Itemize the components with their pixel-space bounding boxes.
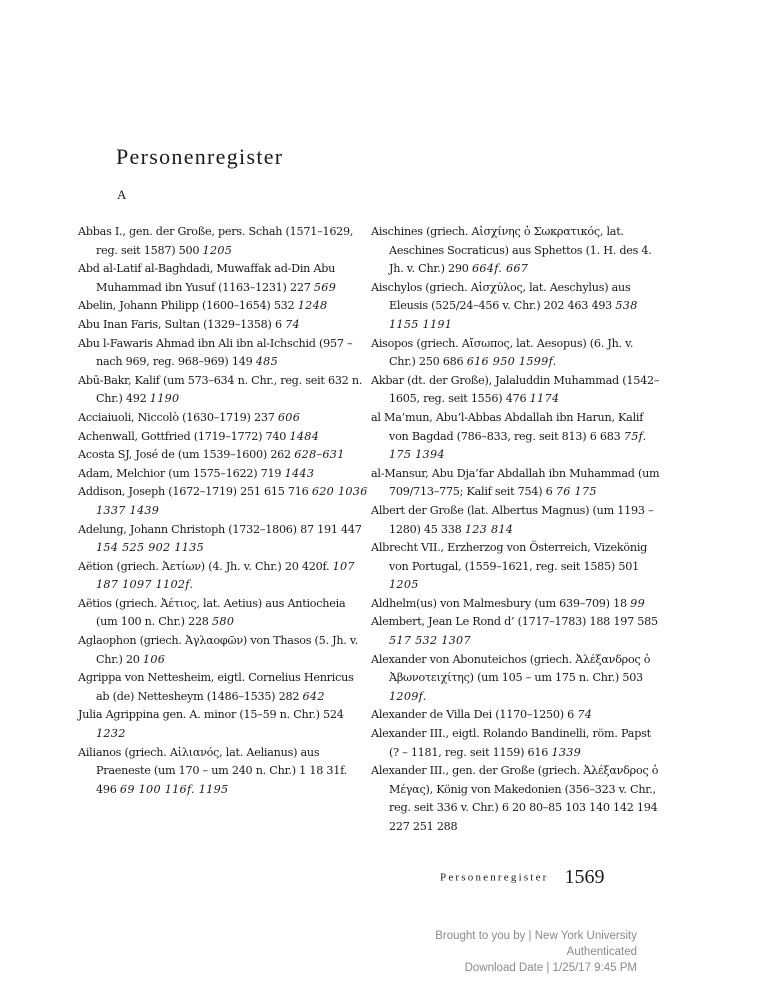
entry-text: Aldhelm(us) von Malmesbury (um 639–709) 18 [371, 596, 631, 610]
entry-page-refs: 1443 [284, 466, 315, 480]
entry-page-refs: 1205 [202, 243, 233, 257]
index-entry [78, 223, 368, 260]
index-entry [371, 613, 661, 650]
entry-text: Adelung, Johann Christoph (1732–1806) 87 191 447 [78, 522, 362, 536]
entry-text: al Ma’mun, Abu’l-Abbas Abdallah ibn Harun, Kalif von Bagdad (786–833, reg. seit 813) 6 683 [371, 410, 644, 443]
entry-text: Aischines (griech. Αἰσχίνης ὁ Σωκρατικός, lat. Aeschines Socraticus) aus Sphettos (1. H. des 4. Jh. v. Chr.) 290 [371, 225, 652, 276]
entry-page-refs: 1339 [551, 745, 582, 759]
entry-text: Abū-Bakr, Kalif (um 573–634 n. Chr., reg. seit 632 n. Chr.) 492 [78, 373, 363, 406]
entry-text: Akbar (dt. der Große), Jalaluddin Muhammad (1542–1605, reg. seit 1556) 476 [371, 373, 660, 406]
index-entry [371, 372, 661, 409]
page-number: 1569 [564, 866, 605, 888]
index-entry [78, 558, 368, 595]
entry-page-refs: 1205 [389, 578, 419, 592]
entry-page-refs: 606 [277, 410, 301, 424]
index-entry [78, 446, 368, 465]
index-entry [78, 483, 368, 520]
index-entry [371, 409, 661, 465]
access-stamp [435, 928, 637, 976]
entry-text: Alembert, Jean Le Rond d’ (1717–1783) 188 197 585 [371, 615, 658, 629]
entry-page-refs: 628–631 [294, 448, 345, 462]
entry-page-refs: 123 814 [464, 522, 514, 536]
index-entry [371, 725, 661, 762]
entry-text: Adam, Melchior (um 1575–1622) 719 [78, 466, 285, 480]
index-entry [371, 539, 661, 595]
section-letter: A [117, 187, 127, 202]
entry-page-refs: 75f. 175 1394 [389, 429, 647, 462]
entry-text: Alexander von Abonuteichos (griech. Ἀλέξανδρος ὁ Ἀβωνοτειχίτης) (um 105 – um 175 n. Chr.) 503 [371, 652, 651, 685]
entry-page-refs: 1209f. [389, 689, 427, 703]
index-entry [78, 316, 368, 335]
entry-page-refs: 580 [211, 615, 235, 629]
index-entry [371, 502, 661, 539]
entry-text: Aisopos (griech. Αἴσωπος, lat. Aesopus) (6. Jh. v. Chr.) 250 686 [371, 336, 634, 369]
index-column-left [78, 223, 368, 799]
entry-text: Alexander III., gen. der Große (griech. Ἀλέξανδρος ὁ Μέγας), König von Makedonien (356–323 v. Chr., reg. seit 336 v. Chr.) 6 20 80–85 103 140 142 194 227 251 288 [371, 764, 659, 833]
index-entry [78, 335, 368, 372]
index-entry [371, 465, 661, 502]
index-entry [371, 651, 661, 707]
index-entry [371, 223, 661, 279]
index-entry [78, 632, 368, 669]
entry-text: Acosta SJ, José de (um 1539–1600) 262 [78, 448, 295, 462]
entry-page-refs: 485 [255, 355, 279, 369]
entry-page-refs: 1484 [289, 429, 320, 443]
index-entry [78, 409, 368, 428]
index-entry [78, 521, 368, 558]
entry-text: Abbas I., gen. der Große, pers. Schah (1571–1629, reg. seit 1587) 500 [78, 225, 354, 257]
entry-text: Aëtion (griech. Ἀετίων) (4. Jh. v. Chr.) 20 420f. [78, 559, 333, 573]
index-entry [78, 260, 368, 297]
entry-text: Agrippa von Nettesheim, eigtl. Cornelius Henricus ab (de) Nettesheym (1486–1535) 282 [78, 671, 354, 703]
index-entry [78, 669, 368, 706]
entry-page-refs: 664f. 667 [471, 262, 529, 276]
entry-text: al-Mansur, Abu Dja’far Abdallah ibn Muhammad (um 709/713–775; Kalif seit 754) 6 [371, 466, 660, 499]
entry-text: Aglaophon (griech. Ἀγλαοφῶν) von Thasos (5. Jh. v. Chr.) 20 [78, 634, 358, 666]
index-entry [371, 335, 661, 372]
access-line-date: Download Date | 1/25/17 9:45 PM [464, 962, 637, 974]
entry-page-refs: 1190 [149, 392, 180, 406]
entry-page-refs: 616 950 1599f. [466, 355, 557, 369]
entry-text: Abu Inan Faris, Sultan (1329–1358) 6 [78, 317, 286, 331]
entry-text: Ailianos (griech. Αἰλιανός, lat. Aelianus) aus Praeneste (um 170 – um 240 n. Chr.) 1 18 31f. 496 [78, 745, 347, 796]
index-entry [78, 297, 368, 316]
entry-page-refs: 107 187 1097 1102f. [96, 559, 355, 592]
entry-text: Alexander de Villa Dei (1170–1250) 6 [371, 708, 578, 722]
entry-text: Abelin, Johann Philipp (1600–1654) 532 [78, 299, 298, 313]
index-entry [78, 744, 368, 800]
entry-text: Aëtios (griech. Ἀέτιος, lat. Aetius) aus Antiocheia (um 100 n. Chr.) 228 [78, 596, 346, 629]
entry-text: Abu l-Fawaris Ahmad ibn Ali ibn al-Ichschid (957 – nach 969, reg. 968–969) 149 [78, 336, 353, 369]
page-title: Personenregister [116, 144, 284, 169]
index-entry [78, 706, 368, 743]
index-entry [371, 762, 661, 836]
entry-page-refs: 99 [630, 596, 645, 610]
entry-page-refs: 1232 [96, 727, 126, 741]
entry-page-refs: 569 [313, 280, 337, 294]
entry-page-refs: 106 [142, 652, 166, 666]
entry-text: Alexander III., eigtl. Rolando Bandinelli, röm. Papst (? – 1181, reg. seit 1159) 616 [371, 727, 651, 759]
index-column-right [371, 223, 661, 837]
index-entry [78, 372, 368, 409]
access-line-institution: Brought to you by | New York University [435, 930, 637, 942]
entry-text: Abd al-Latif al-Baghdadi, Muwaffak ad-Din Abu Muhammad ibn Yusuf (1163–1231) 227 [78, 262, 336, 294]
entry-text: Achenwall, Gottfried (1719–1772) 740 [78, 429, 290, 443]
index-entry [78, 595, 368, 632]
index-entry [78, 465, 368, 484]
entry-page-refs: 620 1036 1337 1439 [96, 485, 368, 517]
index-entry [371, 595, 661, 614]
entry-page-refs: 154 525 902 1135 [96, 541, 205, 555]
entry-page-refs: 74 [285, 317, 300, 331]
running-footer: Personenregister [440, 871, 549, 884]
entry-text: Acciaiuoli, Niccolò (1630–1719) 237 [78, 410, 278, 424]
index-entry [371, 706, 661, 725]
entry-page-refs: 74 [577, 708, 593, 722]
entry-text: Julia Agrippina gen. A. minor (15–59 n. Chr.) 524 [78, 708, 344, 722]
page-footer [440, 866, 605, 889]
entry-page-refs: 538 1155 1191 [389, 299, 638, 331]
entry-text: Addison, Joseph (1672–1719) 251 615 716 [78, 485, 312, 499]
entry-text: Aischylos (griech. Αἰσχύλος, lat. Aeschylus) aus Eleusis (525/24–456 v. Chr.) 202 463 493 [371, 280, 631, 313]
index-entry [78, 428, 368, 447]
entry-page-refs: 1248 [297, 299, 328, 313]
entry-page-refs: 69 100 116f. 1195 [119, 782, 229, 796]
entry-page-refs: 76 175 [555, 485, 597, 499]
entry-page-refs: 517 532 1307 [389, 634, 471, 648]
entry-text: Albrecht VII., Erzherzog von Österreich, Vizekönig von Portugal, (1559–1621, reg. seit 1585) 501 [371, 541, 648, 573]
entry-page-refs: 642 [302, 689, 325, 703]
index-entry [371, 279, 661, 335]
access-line-auth: Authenticated [566, 946, 637, 958]
entry-text: Albert der Große (lat. Albertus Magnus) (um 1193 –1280) 45 338 [371, 503, 654, 536]
entry-page-refs: 1174 [529, 392, 560, 406]
